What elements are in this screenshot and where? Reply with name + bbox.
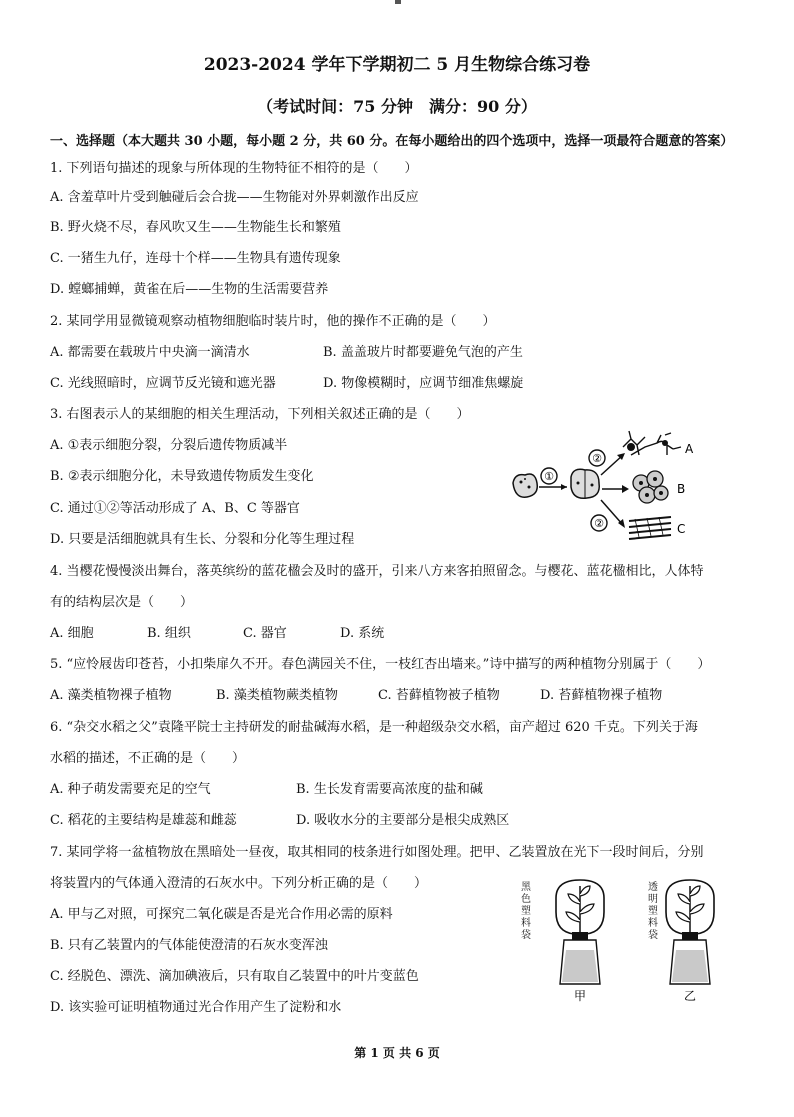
page-number: 第 1 页 共 6 页 [354,1046,440,1060]
exam-subtitle: （考试时间：75 分钟 满分：90 分） [257,97,537,116]
question-4-option-b: B. 组织 [147,626,191,641]
question-6-option-d: D. 吸收水分的主要部分是根尖成熟区 [296,813,510,828]
question-1-stem: 1. 下列语句描述的现象与所体现的生物特征不相符的是（ ） [50,161,418,176]
question-5-option-a: A. 藻类植物裸子植物 [50,688,172,703]
label-jia: 甲 [573,989,587,1003]
fig-label-a: A [685,442,694,456]
fig-label-b: B [677,482,686,496]
question-2-option-a: A. 都需要在载玻片中央滴一滴清水 [50,345,250,360]
question-2-option-c: C. 光线照暗时，应调节反光镜和遮光器 [50,376,276,391]
question-7-stem-line2: 将装置内的气体通入澄清的石灰水中。下列分析正确的是（ ） [50,876,428,891]
scan-mark [395,0,401,4]
question-7-stem-line1: 7. 某同学将一盆植物放在黑暗处一昼夜，取其相同的枝条进行如图处理。把甲、乙装置放在光下一段时间后，分别 [50,845,704,860]
question-3-option-c: C. 通过①②等活动形成了 A、B、C 等器官 [50,501,300,516]
question-3-option-b: B. ②表示细胞分化，未导致遗传物质发生变化 [50,469,314,484]
question-4-option-c: C. 器官 [243,626,287,641]
question-7-option-a: A. 甲与乙对照，可探究二氧化碳是否是光合作用必需的原料 [50,907,393,922]
question-3-option-a: A. ①表示细胞分裂，分裂后遗传物质减半 [50,438,288,453]
question-2-option-b: B. 盖盖玻片时都要避免气泡的产生 [323,345,523,360]
question-1-option-c: C. 一猪生九仔，连母十个样——生物具有遗传现象 [50,251,341,266]
question-7-option-d: D. 该实验可证明植物通过光合作用产生了淀粉和水 [50,1000,342,1015]
step2-label-top: ② [592,452,602,465]
question-1-option-b: B. 野火烧不尽，春风吹又生——生物能生长和繁殖 [50,220,341,235]
question-6-stem-line2: 水稻的描述，不正确的是（ ） [50,751,246,766]
question-4-stem-line2: 有的结构层次是（ ） [50,595,194,610]
question-6-option-a: A. 种子萌发需要充足的空气 [50,782,211,797]
plant-bag-apparatus-figure [536,876,736,1006]
label-yi: 乙 [683,989,697,1003]
question-4-option-d: D. 系统 [340,626,385,641]
question-7-option-c: C. 经脱色、漂洗、滴加碘液后，只有取自乙装置中的叶片变蓝色 [50,969,419,984]
question-7-option-b: B. 只有乙装置内的气体能使澄清的石灰水变浑浊 [50,938,328,953]
apparatus-jia [556,880,604,1003]
question-5-option-c: C. 苔藓植物被子植物 [378,688,500,703]
question-4-option-a: A. 细胞 [50,626,94,641]
question-3-option-d: D. 只要是活细胞就具有生长、分裂和分化等生理过程 [50,532,355,547]
cell-division-figure [505,425,695,550]
question-5-option-d: D. 苔藓植物裸子植物 [540,688,663,703]
question-3-stem: 3. 右图表示人的某细胞的相关生理活动，下列相关叙述正确的是（ ） [50,407,470,422]
fig-label-c: C [677,522,686,536]
question-6-stem-line1: 6. “杂交水稻之父”袁隆平院士主持研发的耐盐碱海水稻，是一种超级杂交水稻，亩产超过 620 千克。下列关于海 [50,720,698,735]
exam-title: 2023-2024 学年下学期初二 5 月生物综合练习卷 [203,55,591,75]
step2-label-bottom: ② [594,517,604,530]
section-heading: 一、选择题（本大题共 30 小题，每小题 2 分，共 60 分。在每小题给出的四个选项中，选择一项最符合题意的答案） [50,134,734,149]
black-bag-label: 黑 色 塑 料 袋 [521,882,531,941]
question-1-option-a: A. 含羞草叶片受到触碰后会合拢——生物能对外界刺激作出反应 [50,190,419,205]
question-5-stem: 5. “应怜屐齿印苍苔，小扣柴扉久不开。春色满园关不住，一枝红杏出墙来。”诗中描写的两种植物分别属于（ ） [50,657,711,672]
step1-label: ① [544,470,554,483]
apparatus-yi [666,880,714,1003]
question-2-stem: 2. 某同学用显微镜观察动植物细胞临时装片时，他的操作不正确的是（ ） [50,314,496,329]
question-2-option-d: D. 物像模糊时，应调节细准焦螺旋 [323,376,524,391]
question-4-stem-line1: 4. 当樱花慢慢淡出舞台，落英缤纷的蓝花楹会及时的盛开，引来八方来客拍照留念。与樱花、蓝花楹相比，人体特 [50,564,704,579]
question-5-option-b: B. 藻类植物蕨类植物 [216,688,338,703]
question-6-option-c: C. 稻花的主要结构是雄蕊和雌蕊 [50,813,237,828]
clear-bag-label: 透 明 塑 料 袋 [648,882,658,941]
question-6-option-b: B. 生长发育需要高浓度的盐和碱 [296,782,483,797]
question-1-option-d: D. 螳螂捕蝉，黄雀在后——生物的生活需要营养 [50,282,329,297]
